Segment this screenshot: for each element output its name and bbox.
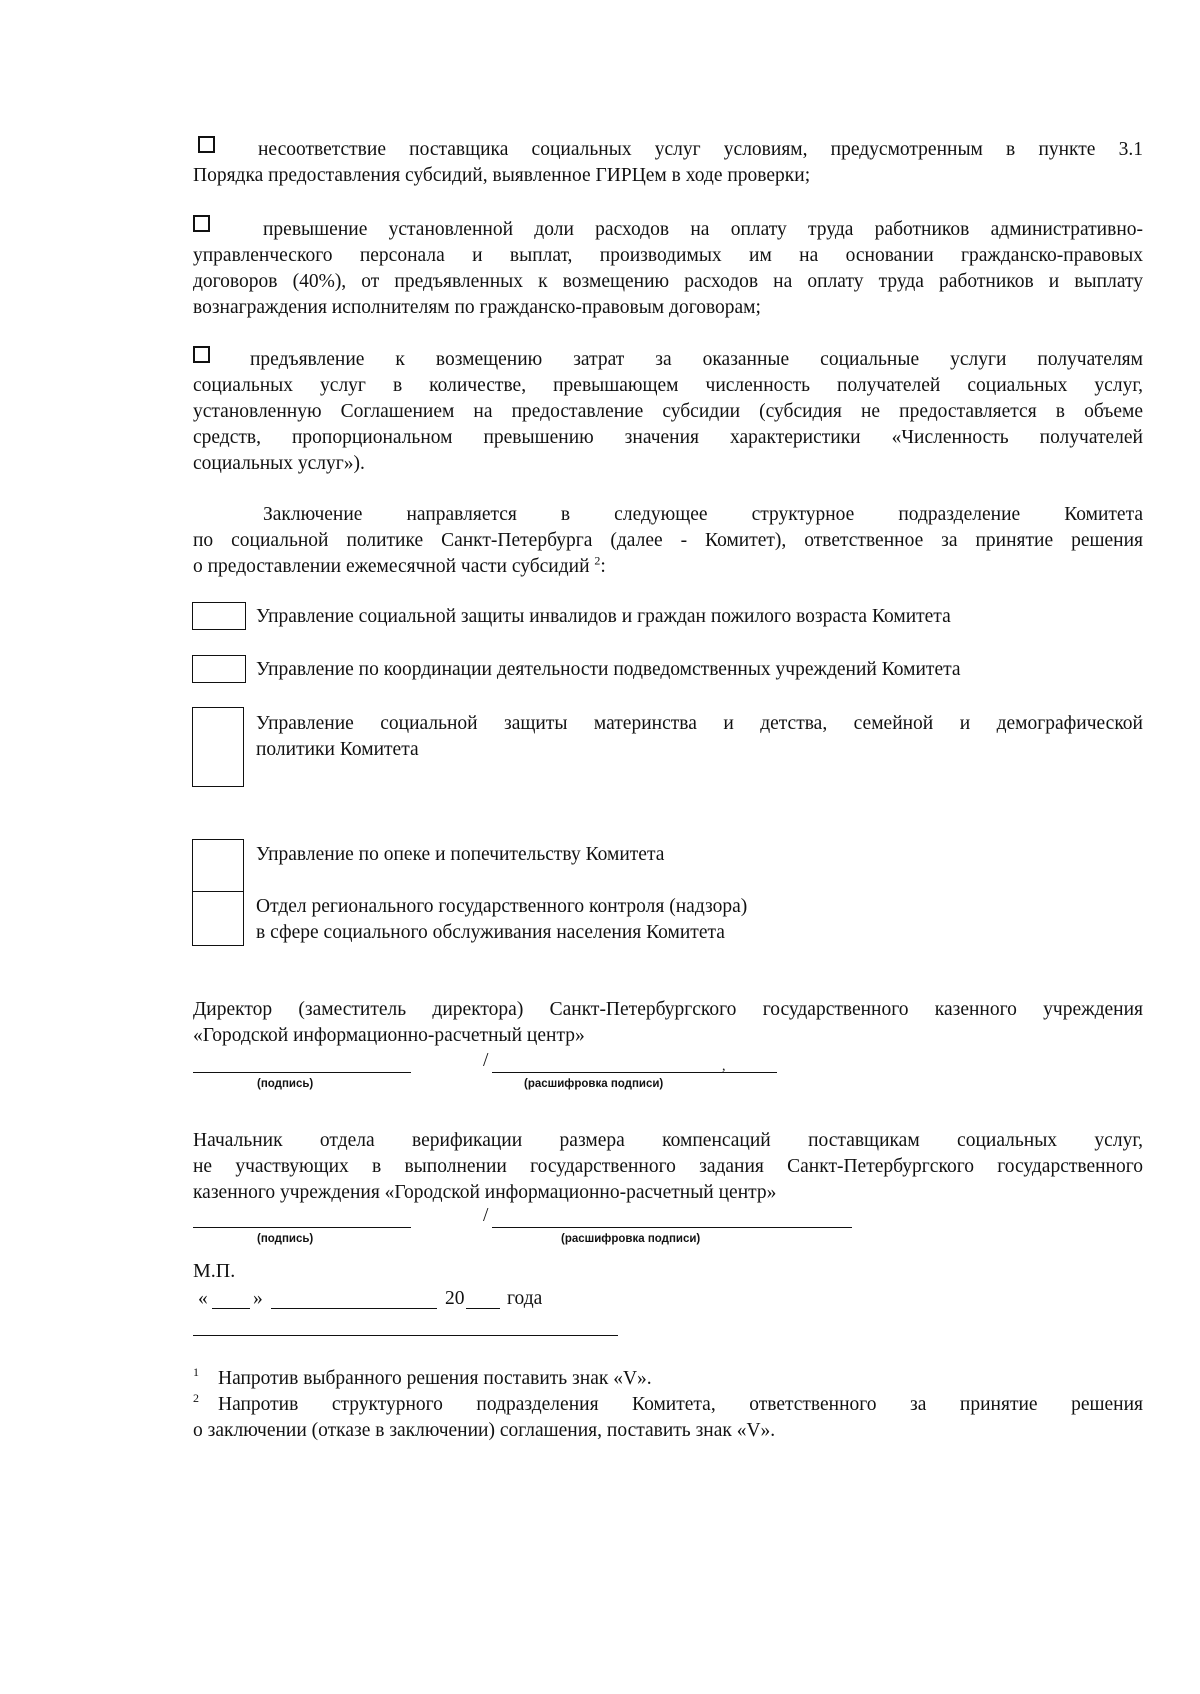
conclusion-paragraph	[193, 502, 1143, 554]
reason-3-line-2: социальных услуг в количестве, превышающем численность получателей социальных услуг,	[193, 375, 1143, 396]
footnote-2-line-1: Напротив структурного подразделения Комитета, ответственного за принятие решения	[218, 1394, 1143, 1415]
department-label-2: Управление по координации деятельности подведомственных учреждений Комитета	[256, 659, 961, 680]
department-checkbox-3[interactable]	[192, 707, 244, 787]
department-checkbox-2[interactable]	[192, 655, 246, 683]
reason-1-cont	[193, 163, 1143, 189]
head-decode-caption: (расшифровка подписи)	[561, 1233, 701, 1245]
reason-2-cont	[193, 295, 1143, 321]
reason-2-line-2: управленческого персонала и выплат, производимых им на основании гражданско-правовых	[193, 245, 1143, 266]
head-decode-line[interactable]	[492, 1227, 852, 1228]
footnote-1-text: Напротив выбранного решения поставить знак «V».	[218, 1368, 652, 1389]
department-label-3-line-2: политики Комитета	[256, 739, 419, 760]
date-month-line[interactable]	[271, 1308, 437, 1309]
head-line-3: казенного учреждения «Городской информационно-расчетный центр»	[193, 1182, 777, 1203]
director-line-1: Директор (заместитель директора) Санкт-Петербургского государственного казенного учреждения	[193, 999, 1143, 1020]
reason-3-line-3: установленную Соглашением на предоставление субсидии (субсидия не предоставляется в объеме	[193, 401, 1143, 422]
reason-3-line-5: социальных услуг»).	[193, 453, 365, 474]
date-day-line[interactable]	[212, 1308, 250, 1309]
conclusion-line-3: о предоставлении ежемесячной части субсидий	[193, 556, 590, 577]
reason-1-line-2: Порядка предоставления субсидий, выявленное ГИРЦем в ходе проверки;	[193, 165, 811, 186]
head-signature-caption: (подпись)	[257, 1233, 314, 1245]
date-close-quote: »	[253, 1288, 263, 1309]
director-slash: /	[483, 1050, 489, 1071]
reason-3-line-4: средств, пропорциональном превышению значения характеристики «Численность получателей	[193, 427, 1143, 448]
conclusion-line-2: по социальной политике Санкт-Петербурга (далее - Комитет), ответственное за принятие решения	[193, 530, 1143, 551]
conclusion-line-1: Заключение направляется в следующее структурное подразделение Комитета	[263, 504, 1143, 525]
director-decode-line[interactable]	[492, 1072, 777, 1073]
conclusion-cont	[193, 554, 1143, 580]
footnote-ref-2: 2	[594, 553, 601, 568]
reason-3-line-1: предъявление к возмещению затрат за оказанные социальные услуги получателям	[250, 349, 1143, 370]
department-checkbox-1[interactable]	[192, 602, 246, 630]
department-label-4: Управление по опеке и попечительству Комитета	[256, 844, 665, 865]
reason-3	[193, 347, 1143, 451]
date-year-prefix: 20	[445, 1288, 465, 1309]
reason-2	[193, 217, 1143, 295]
reason-2-line-4: вознаграждения исполнителям по гражданско-правовым договорам;	[193, 297, 761, 318]
footnote-2-mark: 2	[193, 1391, 199, 1405]
reason-3-cont	[193, 451, 1143, 477]
stamp-mark: М.П.	[193, 1260, 236, 1282]
reason-1	[193, 137, 1143, 163]
footnote-2	[218, 1392, 1143, 1418]
head-title-cont	[193, 1180, 1143, 1206]
footnote-separator	[193, 1335, 618, 1336]
reason-2-line-3: договоров (40%), от предъявленных к возмещению расходов на оплату труда работников и выплату	[193, 271, 1143, 292]
footnote-2-cont	[193, 1418, 1143, 1444]
footnote-2-line-2: о заключении (отказе в заключении) соглашения, поставить знак «V».	[193, 1420, 776, 1441]
head-signature-line[interactable]	[193, 1227, 411, 1228]
director-title-cont	[193, 1023, 1143, 1049]
department-label-1: Управление социальной защиты инвалидов и граждан пожилого возраста Комитета	[256, 606, 951, 627]
date-year-line[interactable]	[466, 1308, 500, 1309]
date-year-suffix: года	[507, 1288, 543, 1309]
department-checkbox-5[interactable]	[192, 891, 244, 946]
department-label-5-line-2: в сфере социального обслуживания населения Комитета	[256, 922, 725, 943]
date-open-quote: «	[198, 1288, 208, 1309]
conclusion-line-3-wrap	[193, 554, 1143, 580]
head-slash: /	[483, 1205, 489, 1226]
department-label-5-line-1: Отдел регионального государственного контроля (надзора)	[256, 896, 748, 917]
director-signature-line[interactable]	[193, 1072, 411, 1073]
footnote-1-mark: 1	[193, 1365, 199, 1379]
director-title	[193, 997, 1143, 1023]
reason-1-line-1: несоответствие поставщика социальных услуг условиям, предусмотренным в пункте 3.1	[258, 139, 1143, 160]
reason-2-line-1: превышение установленной доли расходов на оплату труда работников административно-	[263, 219, 1143, 240]
department-label-3-line-1: Управление социальной защиты материнства и детства, семейной и демографической	[256, 713, 1143, 734]
director-comma: ,	[722, 1059, 726, 1074]
head-line-2: не участвующих в выполнении государственного задания Санкт-Петербургского государственного	[193, 1156, 1143, 1177]
head-line-1: Начальник отдела верификации размера компенсаций поставщикам социальных услуг,	[193, 1130, 1143, 1151]
director-line-2: «Городской информационно-расчетный центр»	[193, 1025, 585, 1046]
director-decode-caption: (расшифровка подписи)	[524, 1078, 664, 1090]
department-checkbox-4[interactable]	[192, 839, 244, 892]
director-signature-caption: (подпись)	[257, 1078, 314, 1090]
head-title	[193, 1128, 1143, 1180]
conclusion-colon: :	[600, 556, 606, 577]
